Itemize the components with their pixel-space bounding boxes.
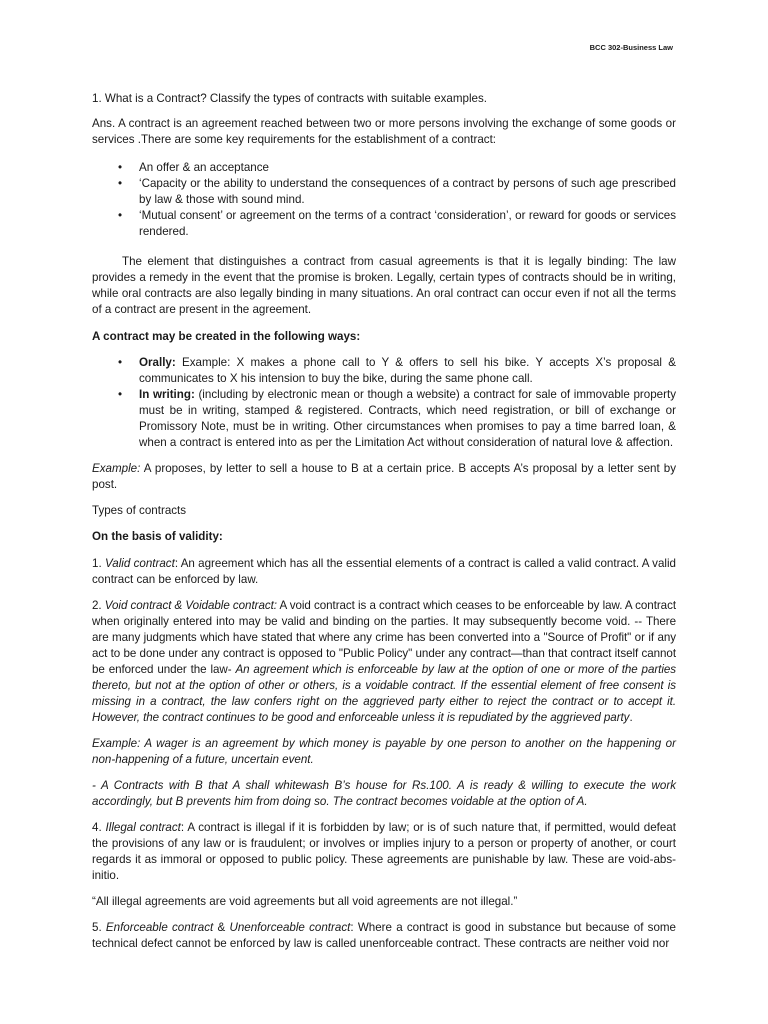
distinguish-paragraph: The element that distinguishes a contract from casual agreements is that it is legally binding: The law provides a remedy in the event that the promise is broken. Legally, certain types of contracts should be in writing, while oral contracts are also legally binding in many situations. An oral contract can occur even if not all the terms of a contract are present in the agreement. — [92, 255, 676, 316]
page-header-course: BCC 302-Business Law — [589, 43, 673, 52]
illegal-quote: “All illegal agreements are void agreements but all void agreements are not illegal.” — [92, 895, 518, 908]
requirement-item: • ‘Capacity or the ability to understand the consequences of a contract by persons of such age prescribed by law & those with sound mind. — [118, 177, 676, 206]
whitewash-example: - A Contracts with B that A shall whitewash B’s house for Rs.100. A is ready & willing to execute the work accordingly, but B prevents him from doing so. The contract becomes voidable at the option of A. — [92, 779, 676, 808]
way-label: In writing: — [139, 388, 195, 401]
illegal-contract-paragraph: 4. Illegal contract: A contract is illegal if it is forbidden by law; or is of such nature that, if permitted, would defeat the provisions of any law or is fraudulent; or involves or implies injury to a person or property of another, or court regards it as immoral or opposed to public policy. These agreements are punishable by law. These are void-abs-initio. — [92, 821, 676, 882]
wager-example: Example: A wager is an agreement by which money is payable by one person to another on the happening or non-happening of a future, uncertain event. — [92, 737, 676, 766]
enforceable-contract-paragraph: 5. Enforceable contract & Unenforceable contract: Where a contract is good in substance but because of some technical defect cannot be enforced by law is called unenforceable contract. These contracts are neither void nor — [92, 921, 676, 950]
way-item-writing: • In writing: (including by electronic mean or though a website) a contract for sale of immovable property must be in writing, stamped & registered. Contracts, which need registration, or bill of exchange or Promissory Note, must be in writing. Other circumstances when promises to pay a time barred loan, & when a contract is entered into as per the Limitation Act without consideration of natural love & affection. — [118, 388, 677, 449]
validity-heading: On the basis of validity: — [92, 530, 223, 543]
requirements-list — [92, 160, 676, 240]
document-body — [92, 91, 676, 952]
example-paragraph: Example: A proposes, by letter to sell a house to B at a certain price. B accepts A’s proposal by a letter sent by post. — [92, 462, 676, 491]
types-heading: Types of contracts — [92, 504, 187, 517]
ways-heading: A contract may be created in the following ways: — [92, 330, 361, 343]
answer-intro: Ans. A contract is an agreement reached between two or more persons involving the exchange of some goods or services .There are some key requirements for the establishment of a contract: — [92, 117, 676, 146]
bullet-icon: • — [118, 177, 123, 190]
bullet-icon: • — [118, 209, 123, 222]
requirement-item: • An offer & an acceptance — [118, 161, 269, 174]
way-item-orally: • Orally: Example: X makes a phone call to Y & offers to sell his bike. Y accepts X’s proposal & communicates to X his intension to buy the bike, during the same phone call. — [118, 356, 676, 385]
void-contract-paragraph: 2. Void contract & Voidable contract: A void contract is a contract which ceases to be enforceable by law. A contract when originally entered into may be valid and binding on the parties. It may subsequently become void. -- There are many judgments which have stated that where any crime has been converted into a "Source of Profit" or if any act to be done under any contract is opposed to "Public Policy" under any contract—than that contract itself cannot be enforced under the law- An agreement which is enforceable by law at the option of one or more of the parties thereto, but not at the option of other or others, is a voidable contract. If the essential element of free consent is missing in a contract, the law confers right on the aggrieved party either to reject the contract or to accept it. However, the contract continues to be good and enforceable unless it is repudiated by the aggrieved party. — [92, 599, 677, 724]
bullet-icon: • — [118, 161, 123, 174]
requirement-item: • ‘Mutual consent’ or agreement on the terms of a contract ‘consideration’, or reward for goods or services rendered. — [118, 209, 676, 238]
bullet-icon: • — [118, 356, 123, 369]
way-label: Orally: — [139, 356, 176, 369]
ways-list — [92, 355, 676, 451]
bullet-icon: • — [118, 388, 123, 401]
valid-contract-paragraph: 1. Valid contract: An agreement which has all the essential elements of a contract is called a valid contract. A valid contract can be enforced by law. — [92, 557, 677, 586]
question-heading: 1. What is a Contract? Classify the types of contracts with suitable examples. — [92, 92, 488, 105]
